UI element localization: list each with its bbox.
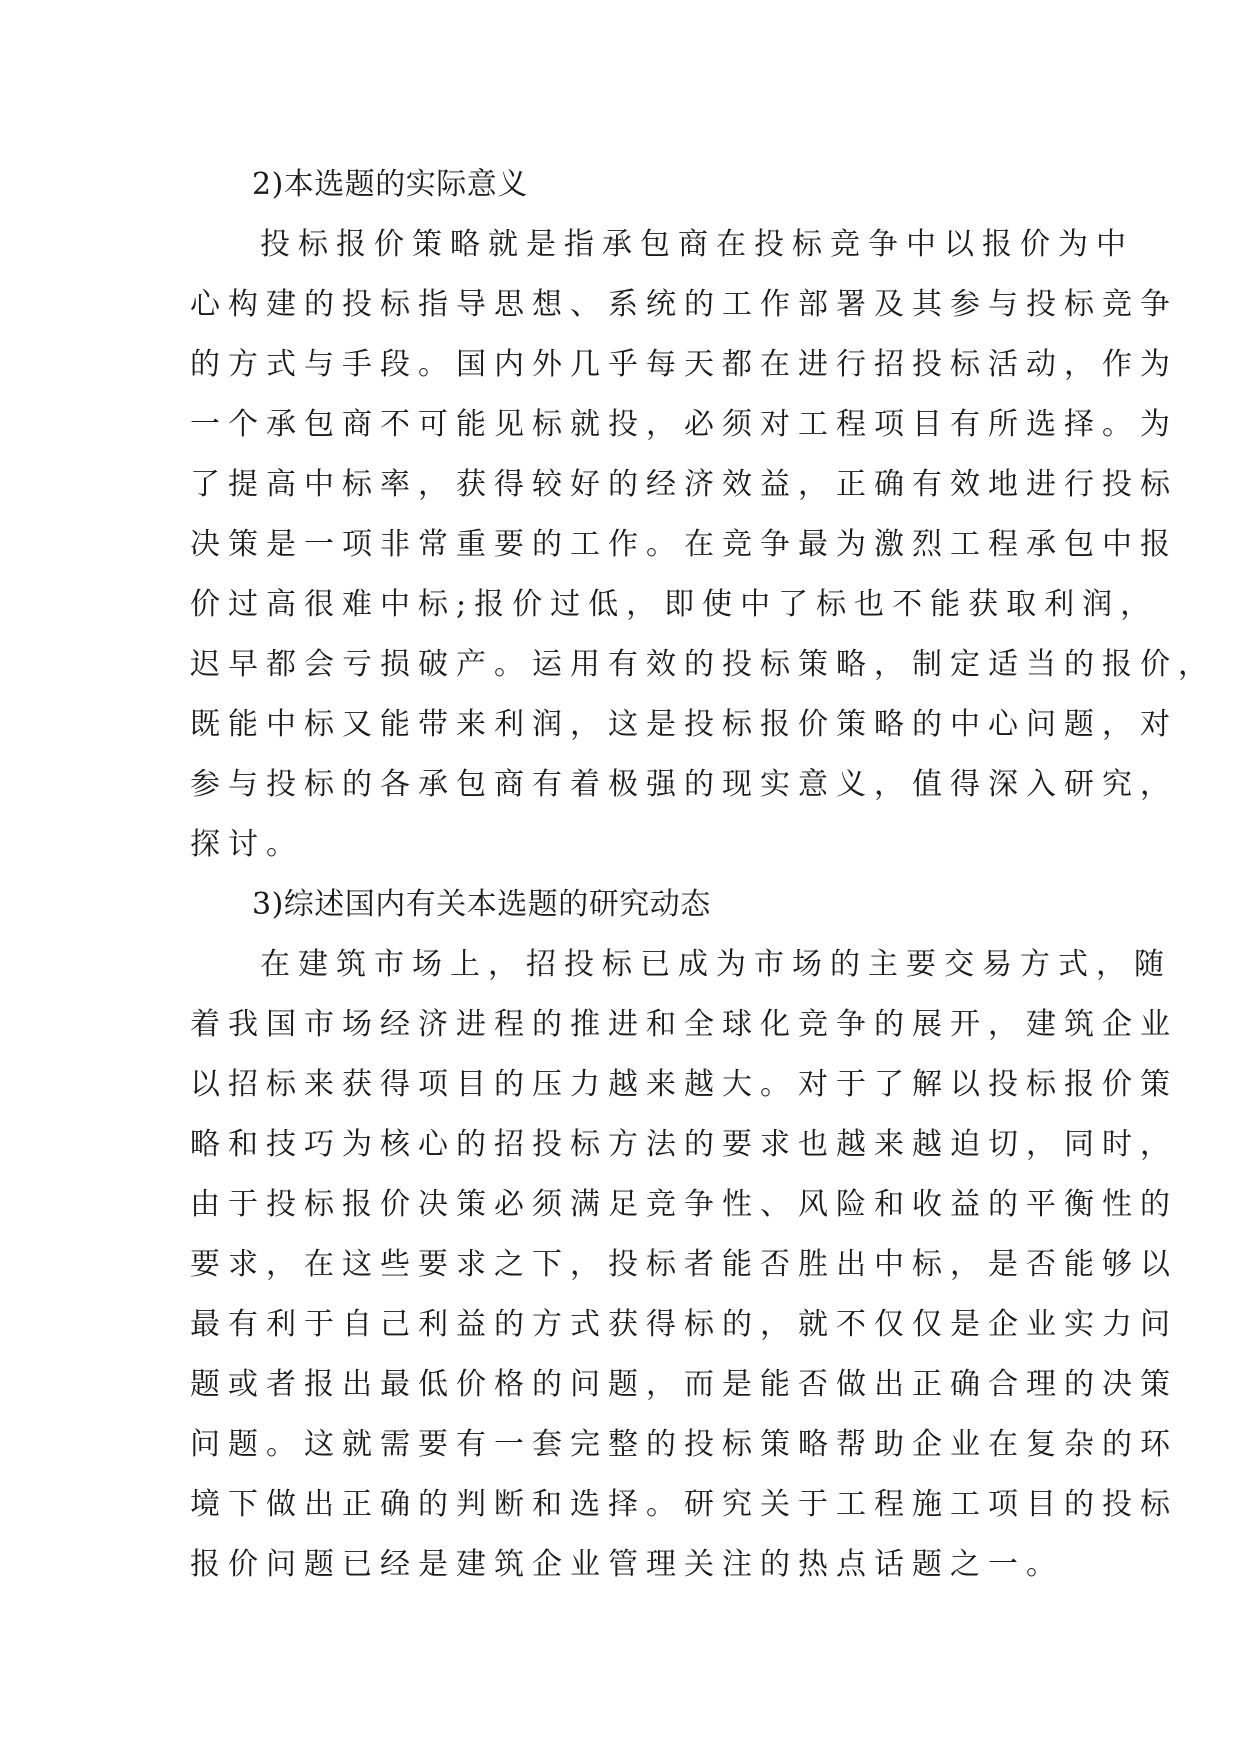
paragraph-line: 投标报价策略就是指承包商在投标竞争中以报价为中	[260, 227, 1134, 262]
paragraph-line: 以招标来获得项目的压力越来越大。对于了解以投标报价策	[190, 1067, 1178, 1102]
paragraph-line: 问题。这就需要有一套完整的投标策略帮助企业在复杂的环	[190, 1427, 1178, 1462]
paragraph-line: 境下做出正确的判断和选择。研究关于工程施工项目的投标	[190, 1487, 1178, 1522]
paragraph-line: 最有利于自己利益的方式获得标的，就不仅仅是企业实力问	[190, 1307, 1178, 1342]
section-heading-significance: 2)本选题的实际意义	[252, 167, 528, 202]
paragraph-line: 探讨。	[190, 827, 304, 862]
paragraph-line: 略和技巧为核心的招投标方法的要求也越来越迫切，同时，	[190, 1127, 1178, 1162]
paragraph-line: 决策是一项非常重要的工作。在竞争最为激烈工程承包中报	[190, 527, 1178, 562]
paragraph-line: 了提高中标率，获得较好的经济效益，正确有效地进行投标	[190, 467, 1178, 502]
paragraph-line: 迟早都会亏损破产。运用有效的投标策略，制定适当的报价，	[190, 647, 1216, 682]
paragraph-line: 题或者报出最低价格的问题，而是能否做出正确合理的决策	[190, 1367, 1178, 1402]
paragraph-line: 心构建的投标指导思想、系统的工作部署及其参与投标竞争	[190, 287, 1178, 322]
paragraph-line: 着我国市场经济进程的推进和全球化竞争的展开，建筑企业	[190, 1007, 1178, 1042]
paragraph-line: 的方式与手段。国内外几乎每天都在进行招投标活动，作为	[190, 347, 1178, 382]
document-body	[190, 155, 1216, 1595]
section-heading-research-status: 3)综述国内有关本选题的研究动态	[252, 887, 711, 922]
paragraph-line: 一个承包商不可能见标就投，必须对工程项目有所选择。为	[190, 407, 1178, 442]
paragraph-line: 在建筑市场上，招投标已成为市场的主要交易方式，随	[260, 947, 1172, 982]
paragraph-line: 参与投标的各承包商有着极强的现实意义，值得深入研究，	[190, 767, 1178, 802]
paragraph-line: 报价问题已经是建筑企业管理关注的热点话题之一。	[190, 1547, 1064, 1582]
paragraph-line: 要求，在这些要求之下，投标者能否胜出中标，是否能够以	[190, 1247, 1178, 1282]
paragraph-line: 价过高很难中标;报价过低，即使中了标也不能获取利润，	[190, 587, 1159, 622]
paragraph-line: 由于投标报价决策必须满足竞争性、风险和收益的平衡性的	[190, 1187, 1178, 1222]
paragraph-line: 既能中标又能带来利润，这是投标报价策略的中心问题，对	[190, 707, 1178, 742]
